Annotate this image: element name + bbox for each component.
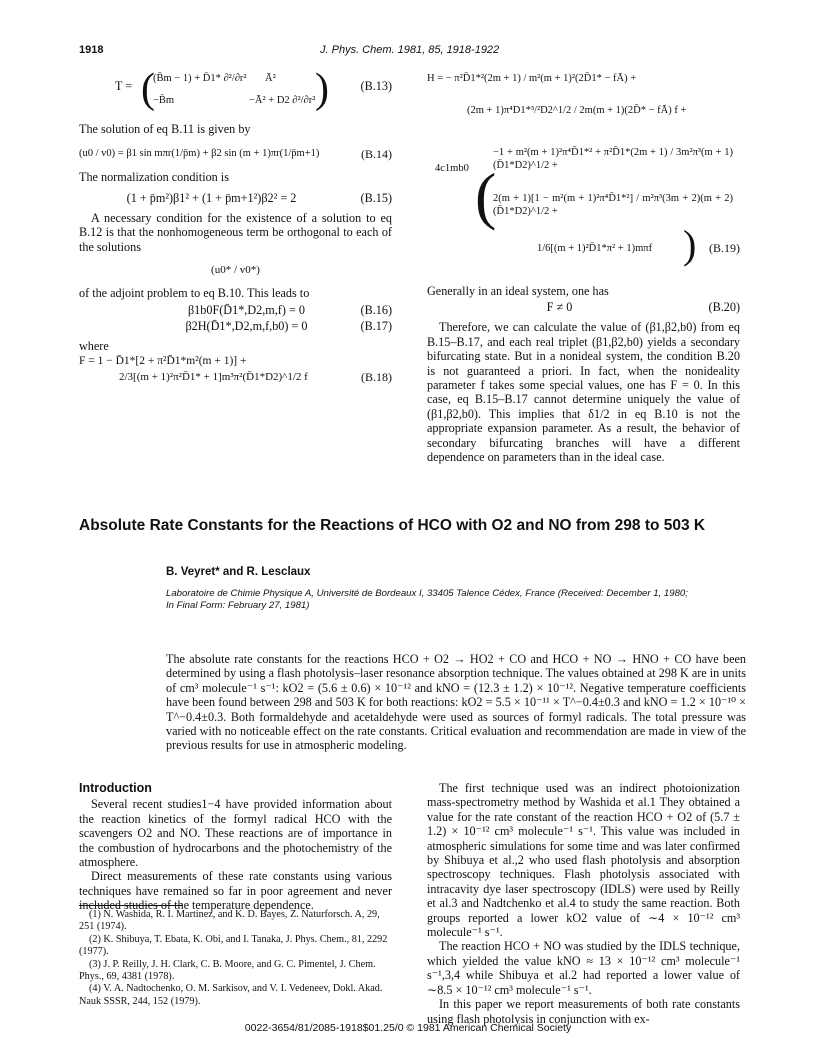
- eq-b19-line3: −1 + m²(m + 1)²π⁴D̄1*² + π²D̄1*(2m + 1) / 3m²π³(m + 1)(D̄1*D2)^1/2 +: [493, 147, 733, 171]
- eq-b14-number: (B.14): [361, 147, 392, 162]
- eq-b15-text: (1 + p̄m²)β1² + (1 + p̄m+1²)β2² = 2: [126, 190, 297, 205]
- eq-b13-r2c2: −Ā² + D2 ∂²/∂r²: [249, 95, 316, 106]
- paragraph: In this paper we report measurements of both rate constants using flash photolysis in conjunction with ex-: [427, 997, 740, 1026]
- eq-b19-big-paren-left: (: [475, 160, 497, 231]
- affiliation-line1: Laboratoire de Chimie Physique A, Université de Bordeaux I, 33405 Talence Cédex, France (Received: December 1, 1980;: [166, 588, 688, 599]
- equation-b20: [427, 300, 740, 316]
- eq-b13-r2c1: −B̄m: [153, 95, 175, 106]
- section-heading: Introduction: [79, 781, 152, 795]
- eq-b18-line1: F = 1 − D̄1*[2 + π²D̄1*m²(m + 1)] +: [79, 354, 247, 367]
- eq-b19-prefix: 4c1mb0: [435, 163, 469, 174]
- eq-b16-text: β1b0F(D̄1*,D2,m,f) = 0: [187, 303, 305, 318]
- eq-b17-number: (B.17): [360, 319, 392, 334]
- equation-b19: [427, 66, 740, 284]
- eq-b20-number: (B.20): [708, 300, 740, 315]
- adjoint-vector: (u0* / v0*): [211, 264, 260, 277]
- eq-b19-number: (B.19): [709, 241, 740, 255]
- eq-b19-line5: 1/6[(m + 1)²D̄1*π² + 1)mπf: [537, 243, 653, 254]
- eq-b13-right-paren: ): [315, 66, 329, 112]
- intro-right-column: [427, 781, 740, 1026]
- intro-left-column: [79, 781, 392, 913]
- eq-b15-number: (B.15): [360, 190, 392, 205]
- affiliation-line2: In Final Form: February 27, 1981): [166, 600, 310, 611]
- paragraph: A necessary condition for the existence of a solution to eq B.12 is that the nonhomogeneous term be orthogonal to each of the solutions: [79, 210, 392, 254]
- footnote: (1) N. Washida, R. I. Martinez, and K. D. Bayes, Z. Naturforsch. A, 29, 251 (1974).: [79, 909, 380, 933]
- left-top-column: [79, 66, 392, 386]
- eq-b13-left-paren: (: [141, 66, 155, 112]
- eq-b19-line1: H = − π²D̄1*²(2m + 1) / m²(m + 1)²(2D̄1* − fĀ) +: [427, 73, 637, 84]
- footer-copyright: 0022-3654/81/2085-1918$01.25/0 © 1981 American Chemical Society: [244, 1022, 572, 1034]
- eq-b13-lhs: T =: [115, 79, 133, 93]
- paragraph: The reaction HCO + NO was studied by the IDLS technique, which yielded the value kNO ≈ 13 × 10⁻¹² cm³ molecule⁻¹ s⁻¹,3,4 while Shibuya et al.2 had reported a lower value of ∼8.5 × 10⁻¹² cm³ molecule⁻¹ s⁻¹.: [427, 939, 740, 997]
- paragraph: Several recent studies1−4 have provided information about the reaction kinetics of the formyl radical HCO with the scavengers O2 and NO. These reactions are of importance in the combustion of hydrocarbons and the photochemistry of the atmosphere.: [79, 797, 392, 870]
- paragraph: The solution of eq B.11 is given by: [79, 122, 251, 136]
- paragraph: The normalization condition is: [79, 170, 229, 185]
- equation-b17: [79, 319, 392, 335]
- footnote: (3) J. P. Reilly, J. H. Clark, C. B. Moore, and G. C. Pimentel, J. Chem. Phys., 69, 4381 (1978).: [79, 958, 376, 983]
- authors: B. Veyret* and R. Lesclaux: [166, 566, 311, 578]
- eq-b14-text: (u0 / v0) = β1 sin mπr(1/p̄m) + β2 sin (m + 1)πr(1/p̄m+1): [79, 148, 320, 160]
- eq-b13-r1c2: Ā²: [265, 73, 276, 84]
- footnote: (2) K. Shibuya, T. Ebata, K. Obi, and I. Tanaka, J. Phys. Chem., 81, 2292 (1977).: [79, 933, 388, 958]
- eq-b18-number: (B.18): [361, 370, 392, 385]
- eq-b19-line4: 2(m + 1)[1 − m²(m + 1)²π⁴D̄1*²] / m²π³(3m + 2)(m + 2)(D̄1*D2)^1/2 +: [493, 193, 733, 217]
- paragraph: Direct measurements of these rate constants using various techniques have remained so far in poor agreement and never included studies of the temperature dependence.: [79, 869, 392, 913]
- eq-b13-number: (B.13): [360, 79, 392, 93]
- right-top-column: [427, 66, 740, 464]
- equation-b18: [79, 368, 392, 386]
- eq-b20-text: F ≠ 0: [546, 300, 573, 315]
- affiliation: [166, 588, 736, 612]
- paragraph: of the adjoint problem to eq B.10. This leads to: [79, 286, 310, 301]
- eq-b17-text: β2H(D̄1*,D2,m,f,b0) = 0: [185, 319, 308, 334]
- paragraph: Generally in an ideal system, one has: [427, 284, 609, 298]
- eq-b13-r1c1: (B̄m − 1) + D̄1* ∂²/∂r²: [153, 73, 247, 84]
- paragraph: The first technique used was an indirect photoionization mass-spectrometry method by Washida et al.1 They obtained a value for the rate constant of the reaction HCO + O2 of (5.7 ± 1.2) × 10⁻¹² cm³ molecule⁻¹ s⁻¹. This value was included in atmospheric simulations for some time and was later confirmed by Shibuya et al.,2 who used flash photolysis and absorption spectroscopy techniques. Flash photolysis associated with intracavity dye laser spectroscopy (IDLS) were used by Reilly et al.3 and Nadtchenko et al.4 to study the same reaction. Both groups reported a lower kO2 value of ∼4 × 10⁻¹² cm³ molecule⁻¹ s⁻¹.: [427, 781, 740, 940]
- eq-b18-line2: 2/3[(m + 1)²π²D̄1* + 1]m³π²(D̄1*D2)^1/2 f: [119, 371, 308, 384]
- eq-b16-number: (B.16): [360, 303, 392, 318]
- footnote: (4) V. A. Nadtochenko, O. M. Sarkisov, and V. I. Vedeneev, Dokl. Akad. Nauk SSSR, 244, 152 (1979).: [79, 983, 383, 1007]
- paragraph: Therefore, we can calculate the value of (β1,β2,b0) from eq B.15–B.17, and each real triplet (β1,β2,b0) yields a secondary bifurcating state. But in a nonideal system, the condition B.20 is not guaranteed a priori. In fact, when the nonideality parameter f takes some special values, one has F = 0. In this case, eq B.15–B.17 cannot determine uniquely the value of (β1,β2,b0). This implies that δ1/2 in eq B.10 is not the appropriate expansion parameter. As a result, the behavior of secondary bifurcating branches will have a different dependence on parameters than in the ideal case.: [427, 320, 740, 465]
- journal-header: J. Phys. Chem. 1981, 85, 1918-1922: [320, 44, 500, 56]
- where-label: where: [79, 339, 109, 354]
- footnotes: [79, 909, 392, 1008]
- equation-b16: [79, 303, 392, 319]
- equation-b14: [79, 136, 392, 170]
- footnote-rule: [79, 905, 183, 906]
- abstract: The absolute rate constants for the reactions HCO + O2 → HO2 + CO and HCO + NO → HNO + CO have been determined by using a flash photolysis–laser resonance absorption technique. The values obtained at 298 K are in units of cm³ molecule⁻¹ s⁻¹: kO2 = (5.6 ± 0.6) × 10⁻¹² and kNO = (12.3 ± 1.2) × 10⁻¹². Negative temperature coefficients have been found between 298 and 503 K for both reactions: kO2 = 5.5 × 10⁻¹¹ × T^−0.4±0.3 and kNO = 1.2 × 10⁻¹⁰ × T^−0.4±0.3. Both formaldehyde and acetaldehyde were used as sources of formyl radicals. The total pressure was varied with no noticeable effect on the rate constants. Critical evaluation and recommendation are made in view of the previous results for use in atmospheric modeling.: [166, 652, 746, 753]
- article-title: Absolute Rate Constants for the Reactions of HCO with O2 and NO from 298 to 503 K: [79, 517, 706, 534]
- equation-b13: [79, 66, 392, 116]
- equation-b15: [79, 191, 392, 207]
- page-number: 1918: [79, 44, 104, 56]
- eq-b19-line2: (2m + 1)π⁴D1*³/²D2^1/2 / 2m(m + 1)(2D̄* − fĀ) f +: [467, 105, 687, 116]
- eq-b19-big-paren-right: ): [683, 222, 697, 267]
